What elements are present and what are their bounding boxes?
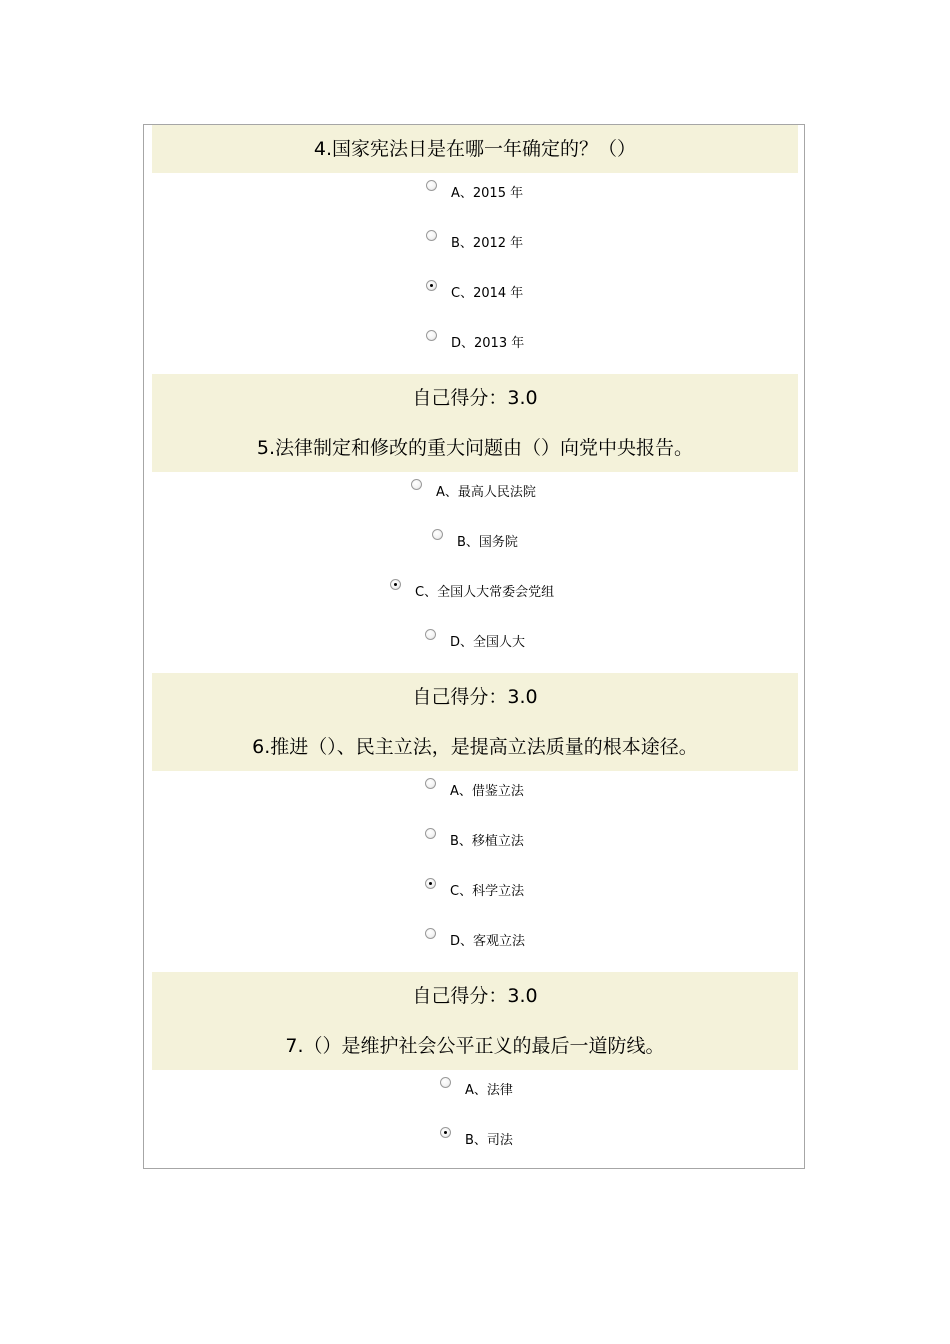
radio-button[interactable] bbox=[411, 479, 422, 490]
option-label: A、法律 bbox=[465, 1083, 513, 1098]
option-label: B、国务院 bbox=[457, 535, 518, 550]
radio-button[interactable] bbox=[425, 778, 436, 789]
radio-button-selected[interactable] bbox=[390, 579, 401, 590]
option-label: B、2012 年 bbox=[451, 236, 524, 251]
radio-button[interactable] bbox=[425, 629, 436, 640]
radio-button-selected[interactable] bbox=[440, 1127, 451, 1138]
score-text: 自己得分：3.0 bbox=[412, 985, 538, 1007]
radio-button[interactable] bbox=[426, 230, 437, 241]
score-text: 自己得分：3.0 bbox=[412, 387, 538, 409]
option-label: C、科学立法 bbox=[450, 884, 525, 899]
option-label: B、司法 bbox=[465, 1133, 513, 1148]
option-label: A、2015 年 bbox=[451, 186, 524, 201]
radio-button[interactable] bbox=[440, 1077, 451, 1088]
option-label: B、移植立法 bbox=[450, 834, 524, 849]
option-label: D、客观立法 bbox=[450, 934, 526, 949]
score-text: 自己得分：3.0 bbox=[412, 686, 538, 708]
option-label: C、全国人大常委会党组 bbox=[415, 585, 555, 600]
option-label: C、2014 年 bbox=[451, 286, 524, 301]
question-title: 4.国家宪法日是在哪一年确定的？（） bbox=[313, 138, 637, 160]
question-title: 6.推进（）、民主立法，是提高立法质量的根本途径。 bbox=[252, 736, 698, 758]
question-title: 5.法律制定和修改的重大问题由（）向党中央报告。 bbox=[256, 437, 694, 459]
radio-button[interactable] bbox=[432, 529, 443, 540]
radio-button[interactable] bbox=[425, 828, 436, 839]
option-label: A、借鉴立法 bbox=[450, 784, 524, 799]
radio-button-selected[interactable] bbox=[425, 878, 436, 889]
question-title: 7.（）是维护社会公平正义的最后一道防线。 bbox=[285, 1035, 665, 1057]
radio-button[interactable] bbox=[425, 928, 436, 939]
radio-button[interactable] bbox=[426, 180, 437, 191]
option-label: D、全国人大 bbox=[450, 635, 526, 650]
radio-button-selected[interactable] bbox=[426, 280, 437, 291]
radio-button[interactable] bbox=[426, 330, 437, 341]
option-label: A、最高人民法院 bbox=[436, 485, 536, 500]
option-label: D、2013 年 bbox=[451, 336, 525, 351]
